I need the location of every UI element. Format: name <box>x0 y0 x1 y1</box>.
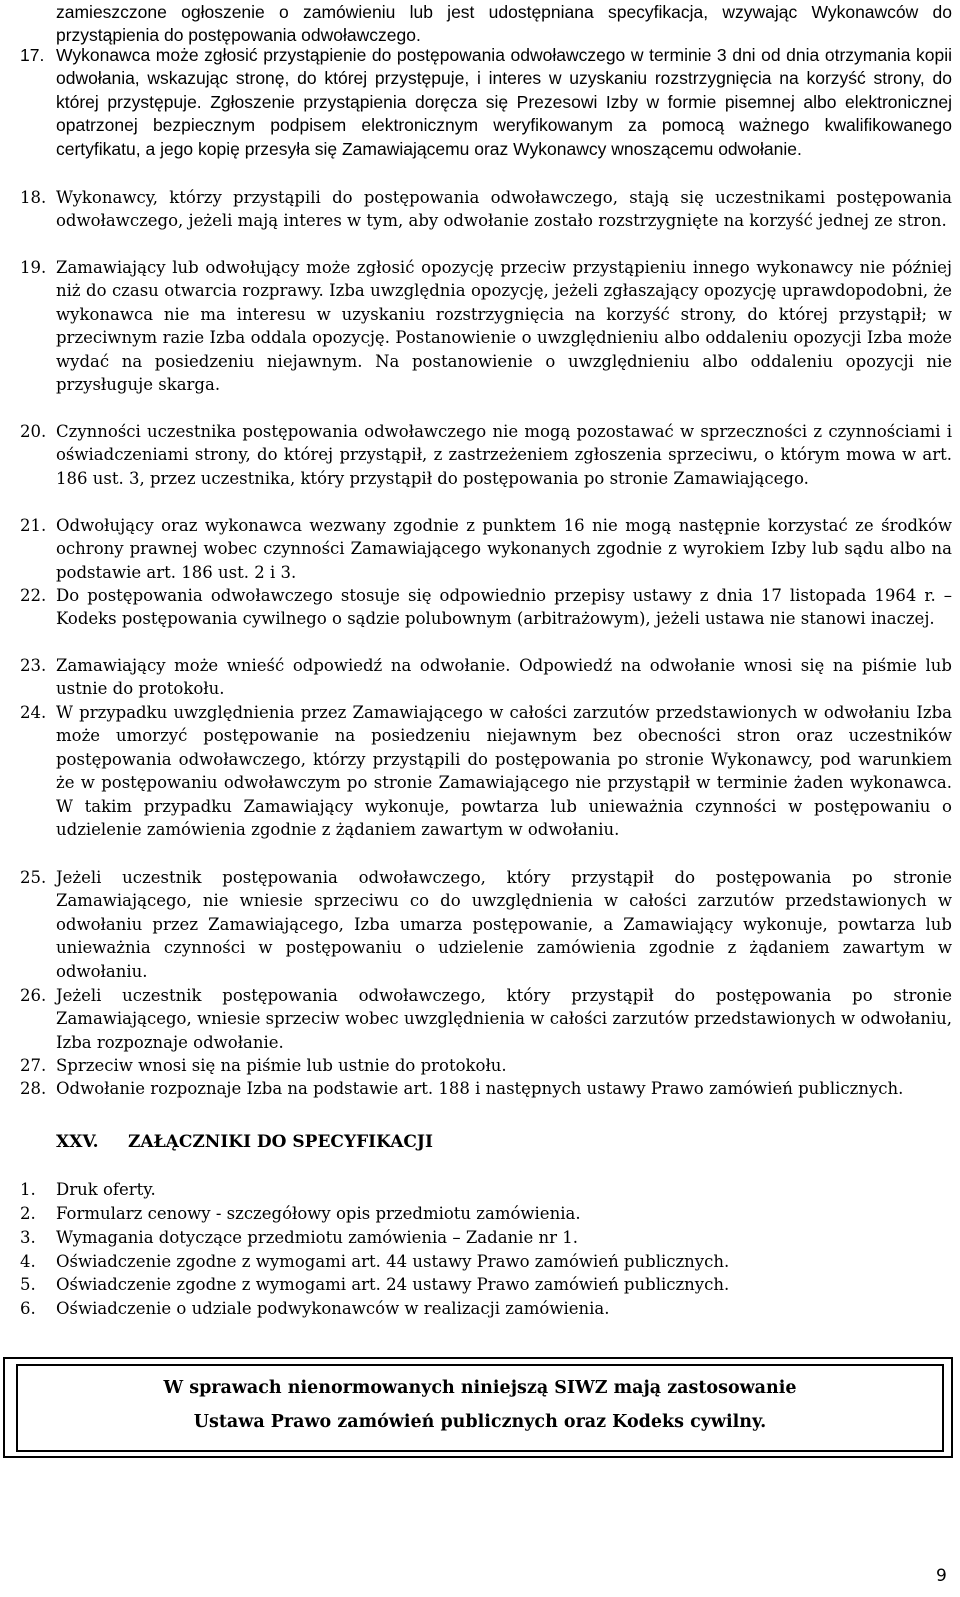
item-number: 23. <box>20 656 47 675</box>
attachment-number: 2. <box>20 1204 36 1223</box>
section-heading <box>56 1131 433 1154</box>
attachment-text: Oświadczenie zgodne z wymogami art. 24 ustawy Prawo zamówień publicznych. <box>56 1275 730 1294</box>
item-text: Odwołujący oraz wykonawca wezwany zgodnie z punktem 16 nie mogą następnie korzystać ze środków ochrony prawnej wobec czynności Zamawiającego wykonanych zgodnie z wyrokiem Izby lub sądu albo na podstawie art. 186 ust. 2 i 3. <box>56 516 952 582</box>
notice-box-outer <box>3 1357 953 1458</box>
item-number: 27. <box>20 1056 47 1075</box>
notice-line-1: W sprawach nienormowanych niniejszą SIWZ mają zastosowanie <box>163 1378 797 1398</box>
item-text: Wykonawca może zgłosić przystąpienie do postępowania odwoławczego w terminie 3 dni od dnia otrzymania kopii odwołania, wskazując stronę, do której przystępuje, i interes w uzyskaniu rozstrzygnięcia na korzyść strony, do której przystępuje. Zgłoszenie przystąpienia doręcza się Prezesowi Izby w formie pisemnej albo elektronicznej opatrzonej bezpiecznym podpisem elektronicznym weryfikowanym za pomocą ważnego kwalifikowanego certyfikatu, a jego kopię przesyła się Zamawiającemu oraz Wykonawcy wnoszącemu odwołanie. <box>56 45 952 159</box>
attachment-number: 5. <box>20 1275 36 1294</box>
item-text: W przypadku uwzględnienia przez Zamawiającego w całości zarzutów przedstawionych w odwołaniu Izba może umorzyć postępowanie na posiedzeniu niejawnym bez obecności stron oraz uczestników postępowania odwoławczego, którzy przystąpili do postępowania po stronie Wykonawcy, pod warunkiem że w postępowaniu odwoławczym po stronie Zamawiającego nie przystąpił w terminie żaden wykonawca. W takim przypadku Zamawiający wykonuje, powtarza lub unieważnia czynności w postępowaniu o udzielenie zamówienia zgodnie z żądaniem zawartym w odwołaniu. <box>56 703 952 840</box>
item-text: Zamawiający może wnieść odpowiedź na odwołanie. Odpowiedź na odwołanie wnosi się na piśmie lub ustnie do protokołu. <box>56 656 952 699</box>
section-title: ZAŁĄCZNIKI DO SPECYFIKACJI <box>128 1132 433 1152</box>
notice-line-2: Ustawa Prawo zamówień publicznych oraz Kodeks cywilny. <box>193 1412 767 1432</box>
item-number: 28. <box>20 1079 47 1098</box>
notice-box <box>16 1364 944 1452</box>
page-number: 9 <box>936 1566 947 1586</box>
item-number: 18. <box>20 188 47 207</box>
item-number: 24. <box>20 703 47 722</box>
item-number: 19. <box>20 258 47 277</box>
attachment-text: Druk oferty. <box>56 1180 156 1199</box>
attachment-text: Oświadczenie o udziale podwykonawców w realizacji zamówienia. <box>56 1299 610 1318</box>
attachment-text: Formularz cenowy - szczegółowy opis przedmiotu zamówienia. <box>56 1204 581 1223</box>
item-number: 22. <box>20 586 47 605</box>
item-text: Jeżeli uczestnik postępowania odwoławczego, który przystąpił do postępowania po stronie Zamawiającego, nie wniesie sprzeciwu co do uwzględnienia w całości zarzutów przedstawionych w odwołaniu przez Zamawiającego, Izba umarza postępowanie, a Zamawiający wykonuje, powtarza lub unieważnia czynności w postępowaniu o udzielenie zamówienia zgodnie z żądaniem zawartym w odwołaniu. <box>56 868 952 981</box>
item-text: Jeżeli uczestnik postępowania odwoławczego, który przystąpił do postępowania po stronie Zamawiającego, wniesie sprzeciw wobec uwzględnienia w całości zarzutów przedstawionych w odwołaniu, Izba rozpoznaje odwołanie. <box>56 986 952 1052</box>
attachment-text: Wymagania dotyczące przedmiotu zamówienia – Zadanie nr 1. <box>56 1228 578 1247</box>
item-number: 17. <box>20 45 45 65</box>
attachment-number: 1. <box>20 1180 36 1199</box>
paragraph-continuation: zamieszczone ogłoszenie o zamówieniu lub jest udostępniana specyfikacja, wzywając Wykonawców do przystąpienia do postępowania odwoławczego. <box>56 2 952 46</box>
item-number: 21. <box>20 516 47 535</box>
item-text: Wykonawcy, którzy przystąpili do postępowania odwoławczego, stają się uczestnikami postępowania odwoławczego, jeżeli mają interes w tym, aby odwołanie zostało rozstrzygnięte na korzyść jednej ze stron. <box>56 188 952 231</box>
attachment-text: Oświadczenie zgodne z wymogami art. 44 ustawy Prawo zamówień publicznych. <box>56 1252 730 1271</box>
section-number: XXV. <box>56 1132 99 1152</box>
item-text: Zamawiający lub odwołujący może zgłosić opozycję przeciw przystąpieniu innego wykonawcy nie później niż do czasu otwarcia rozprawy. Izba uwzględnia opozycję, jeżeli zgłaszający opozycję uprawdopodobni, że wykonawca nie ma interesu w uzyskaniu rozstrzygnięcia na korzyść strony, do której przystąpił; w przeciwnym razie Izba oddala opozycję. Postanowienie o uwzględnieniu albo oddaleniu opozycji Izba może wydać na posiedzeniu niejawnym. Na postanowienie o uwzględnieniu albo oddaleniu opozycji nie przysługuje skarga. <box>56 258 952 395</box>
attachment-number: 4. <box>20 1252 36 1271</box>
attachment-number: 6. <box>20 1299 36 1318</box>
item-text: Sprzeciw wnosi się na piśmie lub ustnie do protokołu. <box>56 1056 507 1075</box>
attachment-number: 3. <box>20 1228 36 1247</box>
item-text: Czynności uczestnika postępowania odwoławczego nie mogą pozostawać w sprzeczności z czynnościami i oświadczeniami strony, do której przystąpił, z zastrzeżeniem zgłoszenia sprzeciwu, o którym mowa w art. 186 ust. 3, przez uczestnika, który przystąpił do postępowania po stronie Zamawiającego. <box>56 422 952 488</box>
item-number: 26. <box>20 986 47 1005</box>
item-number: 25. <box>20 868 47 887</box>
item-text: Do postępowania odwoławczego stosuje się odpowiednio przepisy ustawy z dnia 17 listopada 1964 r. – Kodeks postępowania cywilnego o sądzie polubownym (arbitrażowym), jeżeli ustawa nie stanowi inaczej. <box>56 586 952 629</box>
item-number: 20. <box>20 422 47 441</box>
item-text: Odwołanie rozpoznaje Izba na podstawie art. 188 i następnych ustawy Prawo zamówień publicznych. <box>56 1079 904 1098</box>
